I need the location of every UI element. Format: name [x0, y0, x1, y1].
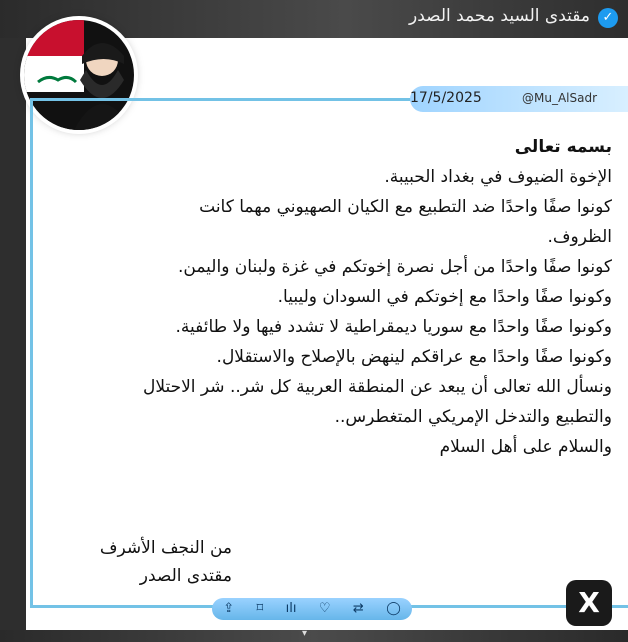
- post-line: الإخوة الضيوف في بغداد الحبيبة.: [384, 167, 612, 187]
- post-line: وكونوا صفًا واحدًا مع عراقكم لينهض بالإصلاح والاستقلال.: [216, 347, 612, 367]
- like-icon[interactable]: ♡: [318, 601, 331, 616]
- post-line: وكونوا صفًا واحدًا مع سوريا ديمقراطية لا تشدد فيها ولا طائفية.: [175, 317, 612, 337]
- reply-icon[interactable]: ◯: [386, 601, 401, 616]
- bookmark-icon[interactable]: ⌑: [256, 601, 264, 616]
- views-icon[interactable]: ılı: [285, 601, 297, 616]
- post-date: 17/5/2025: [410, 90, 482, 106]
- x-logo-icon: X: [566, 580, 612, 626]
- sidebar-strip: [0, 38, 26, 642]
- post-line: كونوا صفًا واحدًا ضد التطبيع مع الكيان الصهيوني مهما كانت: [199, 197, 612, 217]
- post-line: والتطبيع والتدخل الإمريكي المتغطرس..: [334, 407, 612, 427]
- post-basmala: بسمه تعالى: [514, 137, 612, 157]
- post-signature: [82, 534, 232, 590]
- footer-strip: [0, 630, 628, 642]
- post-line: كونوا صفًا واحدًا من أجل نصرة إخوتكم في غزة ولبنان واليمن.: [177, 257, 612, 277]
- post-line: وكونوا صفًا واحدًا مع إخوتكم في السودان وليبيا.: [277, 287, 612, 307]
- post-meta-pill: [410, 86, 628, 112]
- account-handle[interactable]: @Mu_AlSadr: [522, 91, 598, 105]
- post-action-bar: [212, 598, 412, 620]
- signature-place: من النجف الأشرف: [99, 538, 232, 558]
- verified-badge-icon: ✓: [598, 8, 618, 28]
- post-body: [32, 132, 612, 462]
- share-icon[interactable]: ⇪: [223, 601, 235, 616]
- retweet-icon[interactable]: ⇄: [352, 601, 364, 616]
- account-name[interactable]: مقتدى السيد محمد الصدر: [408, 6, 590, 26]
- post-line: والسلام على أهل السلام: [439, 437, 612, 457]
- post-line: الظروف.: [547, 227, 612, 247]
- post-line: ونسأل الله تعالى أن يبعد عن المنطقة العربية كل شر.. شر الاحتلال: [142, 377, 612, 397]
- chevron-down-icon: ▾: [302, 628, 308, 639]
- signature-name: مقتدى الصدر: [139, 566, 232, 586]
